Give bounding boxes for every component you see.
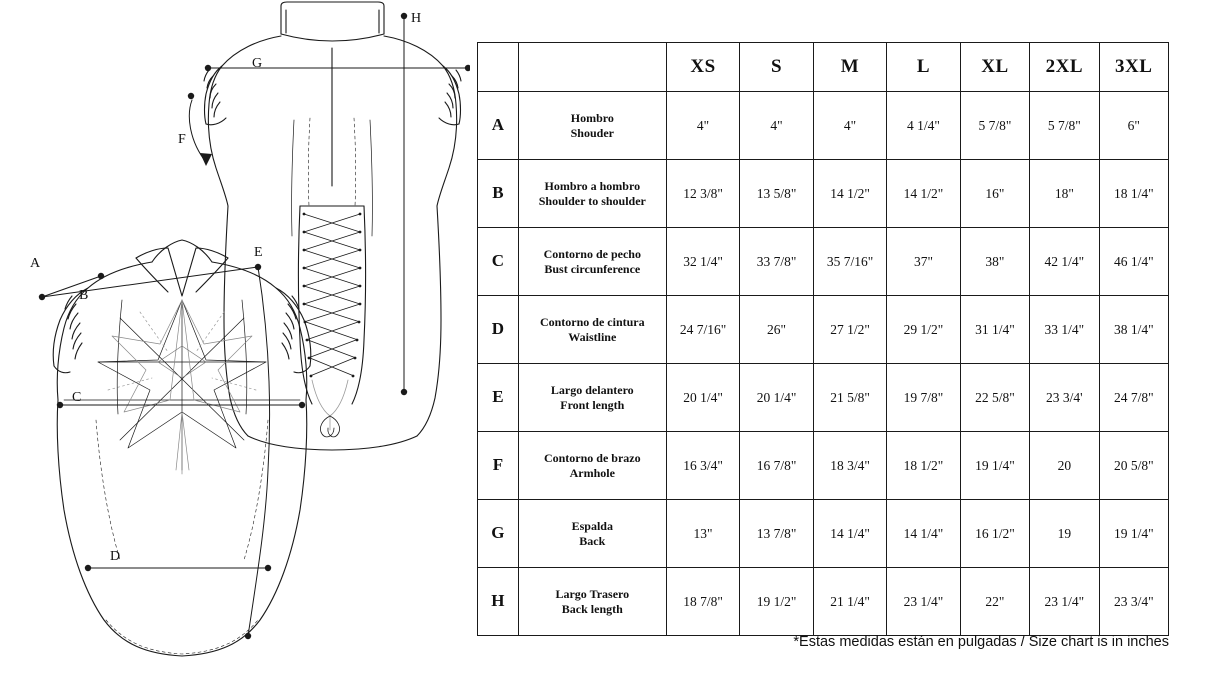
header-measure-blank — [518, 43, 666, 92]
row-measurement-name — [518, 160, 666, 228]
garment-drawing-svg — [0, 0, 470, 678]
cell-s: 4" — [740, 92, 813, 160]
cell-xs: 20 1/4" — [666, 364, 739, 432]
row-letter: G — [478, 500, 519, 568]
back-measure-lines — [189, 16, 468, 392]
table-row — [478, 568, 1169, 636]
table-row — [478, 364, 1169, 432]
figure-label-F: F — [178, 132, 186, 147]
size-chart-head — [478, 43, 1169, 92]
cell-xs: 16 3/4" — [666, 432, 739, 500]
cell-2xl: 20 — [1030, 432, 1099, 500]
cell-s: 16 7/8" — [740, 432, 813, 500]
table-row — [478, 500, 1169, 568]
cell-l: 14 1/4" — [887, 500, 960, 568]
cell-3xl: 18 1/4" — [1099, 160, 1168, 228]
cell-m: 21 1/4" — [813, 568, 886, 636]
cell-l: 29 1/2" — [887, 296, 960, 364]
header-letter-blank — [478, 43, 519, 92]
size-chart-footnote: *Estas medidas están en pulgadas / Size chart is in inches — [793, 634, 1169, 650]
size-chart-table-wrapper — [477, 42, 1169, 636]
measure-name-es: Contorno de brazo — [543, 451, 641, 466]
cell-3xl: 20 5/8" — [1099, 432, 1168, 500]
row-letter: E — [478, 364, 519, 432]
measure-name-en: Bust circunference — [544, 261, 641, 276]
table-row — [478, 160, 1169, 228]
row-measurement-name — [518, 568, 666, 636]
figure-label-H: H — [411, 11, 422, 26]
table-row — [478, 92, 1169, 160]
cell-s: 33 7/8" — [740, 228, 813, 296]
figure-label-B: B — [79, 288, 89, 303]
cell-s: 13 5/8" — [740, 160, 813, 228]
cell-xs: 13" — [666, 500, 739, 568]
measure-name-es: Hombro — [570, 111, 614, 126]
cell-s: 13 7/8" — [740, 500, 813, 568]
row-measurement-name — [518, 92, 666, 160]
measure-name-en: Shouder — [570, 125, 614, 140]
cell-xs: 12 3/8" — [666, 160, 739, 228]
front-view-drawing — [53, 240, 311, 656]
figure-label-E: E — [254, 245, 263, 260]
table-row — [478, 296, 1169, 364]
cell-2xl: 23 3/4' — [1030, 364, 1099, 432]
measure-name-en: Back — [579, 533, 606, 548]
cell-2xl: 19 — [1030, 500, 1099, 568]
figure-label-C: C — [72, 390, 82, 405]
cell-3xl: 23 3/4" — [1099, 568, 1168, 636]
cell-s: 19 1/2" — [740, 568, 813, 636]
size-chart-table — [477, 42, 1169, 636]
row-measurement-name — [518, 364, 666, 432]
measure-name-es: Largo delantero — [550, 383, 634, 398]
row-measurement-name — [518, 500, 666, 568]
cell-xs: 24 7/16" — [666, 296, 739, 364]
cell-2xl: 23 1/4" — [1030, 568, 1099, 636]
row-measurement-name — [518, 432, 666, 500]
row-letter: H — [478, 568, 519, 636]
garment-illustrations — [0, 0, 470, 678]
cell-m: 18 3/4" — [813, 432, 886, 500]
row-letter: F — [478, 432, 519, 500]
measure-name-es: Espalda — [571, 519, 613, 534]
size-chart-body — [478, 92, 1169, 636]
cell-3xl: 6" — [1099, 92, 1168, 160]
cell-xs: 4" — [666, 92, 739, 160]
measure-name-en: Back length — [561, 601, 623, 616]
cell-m: 14 1/4" — [813, 500, 886, 568]
header-size-2xl: 2XL — [1030, 43, 1099, 92]
cell-3xl: 24 7/8" — [1099, 364, 1168, 432]
cell-xs: 32 1/4" — [666, 228, 739, 296]
header-size-xl: XL — [960, 43, 1029, 92]
cell-s: 26" — [740, 296, 813, 364]
header-size-m: M — [813, 43, 886, 92]
row-measurement-name — [518, 296, 666, 364]
row-measurement-name — [518, 228, 666, 296]
cell-l: 4 1/4" — [887, 92, 960, 160]
cell-2xl: 42 1/4" — [1030, 228, 1099, 296]
cell-3xl: 19 1/4" — [1099, 500, 1168, 568]
header-size-xs: XS — [666, 43, 739, 92]
cell-xl: 16 1/2" — [960, 500, 1029, 568]
front-measure-lines — [42, 267, 302, 636]
measure-name-en: Armhole — [569, 465, 615, 480]
cell-2xl: 5 7/8" — [1030, 92, 1099, 160]
cell-xl: 5 7/8" — [960, 92, 1029, 160]
cell-l: 37" — [887, 228, 960, 296]
cell-m: 21 5/8" — [813, 364, 886, 432]
cell-m: 4" — [813, 92, 886, 160]
header-size-s: S — [740, 43, 813, 92]
header-row — [478, 43, 1169, 92]
cell-s: 20 1/4" — [740, 364, 813, 432]
cell-xl: 16" — [960, 160, 1029, 228]
cell-xs: 18 7/8" — [666, 568, 739, 636]
cell-xl: 19 1/4" — [960, 432, 1029, 500]
cell-l: 19 7/8" — [887, 364, 960, 432]
measure-name-en: Waistline — [568, 329, 617, 344]
cell-xl: 22 5/8" — [960, 364, 1029, 432]
figure-label-A: A — [30, 256, 41, 271]
row-letter: B — [478, 160, 519, 228]
cell-2xl: 18" — [1030, 160, 1099, 228]
cell-l: 14 1/2" — [887, 160, 960, 228]
row-letter: A — [478, 92, 519, 160]
measure-name-es: Largo Trasero — [555, 587, 630, 602]
figure-label-D: D — [110, 549, 121, 564]
row-letter: C — [478, 228, 519, 296]
cell-l: 18 1/2" — [887, 432, 960, 500]
measure-name-en: Shoulder to shoulder — [538, 193, 646, 208]
cell-3xl: 46 1/4" — [1099, 228, 1168, 296]
cell-xl: 22" — [960, 568, 1029, 636]
measure-name-es: Contorno de cintura — [539, 315, 645, 330]
measure-name-es: Contorno de pecho — [543, 247, 641, 262]
row-letter: D — [478, 296, 519, 364]
cell-3xl: 38 1/4" — [1099, 296, 1168, 364]
table-row — [478, 228, 1169, 296]
back-measure-points — [188, 13, 470, 395]
cell-xl: 38" — [960, 228, 1029, 296]
header-size-l: L — [887, 43, 960, 92]
header-size-3xl: 3XL — [1099, 43, 1168, 92]
cell-xl: 31 1/4" — [960, 296, 1029, 364]
measure-name-en: Front length — [560, 397, 625, 412]
cell-m: 14 1/2" — [813, 160, 886, 228]
cell-m: 35 7/16" — [813, 228, 886, 296]
figure-label-G: G — [252, 56, 263, 71]
measure-name-es: Hombro a hombro — [544, 179, 641, 194]
cell-2xl: 33 1/4" — [1030, 296, 1099, 364]
cell-m: 27 1/2" — [813, 296, 886, 364]
table-row — [478, 432, 1169, 500]
cell-l: 23 1/4" — [887, 568, 960, 636]
back-view-drawing — [204, 2, 461, 450]
